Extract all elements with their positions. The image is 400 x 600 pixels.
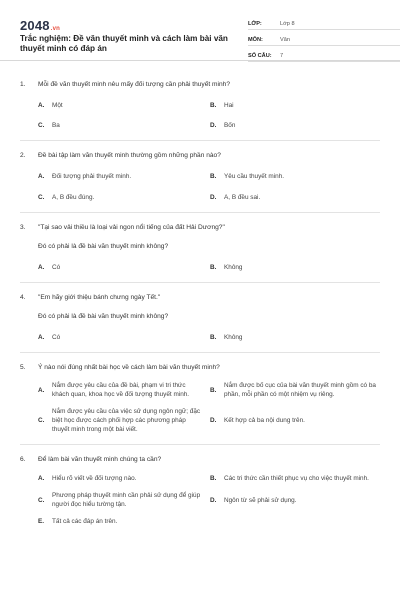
question-line	[20, 455, 380, 464]
option-a[interactable]	[38, 172, 210, 181]
option-letter: A.	[38, 173, 45, 180]
meta-value: Lớp 8	[280, 21, 295, 27]
question-list	[20, 80, 380, 526]
option-text: Tất cả các đáp án trên.	[52, 518, 118, 525]
option-text: Có	[52, 334, 61, 341]
question-number: 5.	[20, 364, 26, 371]
option-text: Hai	[224, 102, 234, 109]
option-a[interactable]	[38, 381, 210, 399]
option-e[interactable]	[38, 517, 210, 526]
header-divider	[0, 60, 400, 61]
logo-suffix: .vn	[50, 26, 61, 32]
option-text: Kết hợp cả ba nội dung trên.	[224, 417, 305, 424]
question-line	[20, 80, 380, 89]
option-b[interactable]	[210, 474, 382, 483]
meta-info	[248, 14, 400, 62]
option-a[interactable]	[38, 101, 210, 110]
option-letter: B.	[210, 475, 217, 482]
option-b[interactable]	[210, 101, 382, 110]
question-5	[20, 363, 380, 434]
option-c[interactable]	[38, 121, 210, 130]
option-text: Không	[224, 264, 243, 271]
question-separator	[20, 212, 380, 213]
option-letter: A.	[38, 334, 45, 341]
option-text: Nắm được bố cục của bài văn thuyết minh gồm có ba phần, mỗi phần có một nhiệm vụ riêng.	[224, 382, 376, 398]
option-letter: E.	[38, 518, 45, 525]
option-letter: A.	[38, 386, 45, 394]
question-line	[20, 363, 380, 372]
question-number: 4.	[20, 294, 26, 301]
option-letter: B.	[210, 264, 217, 271]
question-separator	[20, 282, 380, 283]
option-text: Nắm được yêu cầu của việc sử dụng ngôn ngữ; đặc biệt học được cách phối hợp các phương pháp thuyết minh trong một bài viết.	[52, 408, 201, 433]
document-title: Trắc nghiệm: Đề văn thuyết minh và cách làm bài văn thuyết minh có đáp án	[20, 34, 228, 53]
option-text: A, B đều đúng.	[52, 194, 95, 201]
option-c[interactable]	[38, 491, 210, 509]
option-letter: C.	[38, 122, 45, 129]
option-d[interactable]	[210, 121, 382, 130]
question-4	[20, 293, 380, 342]
question-subtext: Đó có phải là đề bài văn thuyết minh không?	[38, 243, 169, 250]
question-text: "Tại sao vải thiều là loại vải ngon nổi tiếng của đất Hải Dương?"	[38, 224, 225, 231]
option-grid	[20, 381, 380, 434]
option-letter: A.	[38, 102, 45, 109]
question-line	[20, 293, 380, 302]
option-text: A, B đều sai.	[224, 194, 261, 201]
meta-value: 7	[280, 53, 284, 59]
option-d[interactable]	[210, 193, 382, 202]
option-d[interactable]	[210, 491, 382, 509]
option-grid	[20, 172, 380, 202]
option-letter: B.	[210, 386, 217, 394]
question-text: Để làm bài văn thuyết minh chúng ta cần?	[38, 456, 162, 463]
option-text: Không	[224, 334, 243, 341]
question-line	[20, 223, 380, 232]
option-letter: D.	[210, 496, 217, 504]
option-letter: D.	[210, 122, 217, 129]
option-c[interactable]	[38, 407, 210, 434]
question-text: Đề bài tập làm văn thuyết minh thường gồm những phần nào?	[38, 152, 221, 159]
option-text: Phương pháp thuyết minh cần phải sử dụng để giúp người đọc hiểu tường tận.	[52, 492, 201, 508]
option-grid	[20, 263, 380, 272]
option-a[interactable]	[38, 263, 210, 272]
option-letter: D.	[210, 417, 217, 424]
question-separator	[20, 444, 380, 445]
question-number: 2.	[20, 152, 26, 159]
question-number: 3.	[20, 224, 26, 231]
option-c[interactable]	[38, 193, 210, 202]
question-2	[20, 151, 380, 202]
option-letter: A.	[38, 475, 45, 482]
option-d[interactable]	[210, 407, 382, 434]
option-text: Các tri thức cần thiết phục vụ cho việc thuyết minh.	[224, 475, 369, 482]
question-separator	[20, 352, 380, 353]
option-a[interactable]	[38, 333, 210, 342]
option-b[interactable]	[210, 381, 382, 399]
option-letter: D.	[210, 194, 217, 201]
option-letter: C.	[38, 496, 45, 504]
header	[20, 14, 380, 66]
question-1	[20, 80, 380, 130]
question-text: Mỗi đề văn thuyết minh nêu mấy đối tượng cần phải thuyết minh?	[38, 81, 231, 88]
option-letter: A.	[38, 264, 45, 271]
option-text: Yêu cầu thuyết minh.	[224, 173, 285, 180]
meta-value: Văn	[280, 37, 290, 43]
option-b[interactable]	[210, 263, 382, 272]
option-grid	[20, 333, 380, 342]
question-line	[20, 151, 380, 160]
option-text: Bốn	[224, 122, 236, 129]
question-number: 1.	[20, 81, 26, 88]
option-text: Hiểu rõ viết về đối tượng nào.	[52, 475, 137, 482]
option-text: Đối tượng phải thuyết minh.	[52, 173, 132, 180]
site-logo[interactable]	[20, 18, 60, 33]
option-letter: C.	[38, 417, 45, 424]
option-text: Một	[52, 102, 63, 109]
option-b[interactable]	[210, 172, 382, 181]
option-grid	[20, 474, 380, 526]
logo-main: 2048	[20, 18, 50, 33]
question-6	[20, 455, 380, 526]
question-text: "Em hãy giới thiệu bánh chưng ngày Tết."	[38, 294, 161, 301]
question-separator	[20, 140, 380, 141]
question-number: 6.	[20, 456, 26, 463]
meta-label: MÔN:	[248, 37, 263, 43]
meta-row-subject	[248, 30, 400, 46]
option-text: Ngôn từ sẽ phải sử dụng.	[224, 496, 297, 504]
option-b[interactable]	[210, 333, 382, 342]
option-text: Có	[52, 264, 61, 271]
option-letter: B.	[210, 173, 217, 180]
option-a[interactable]	[38, 474, 210, 483]
option-letter: B.	[210, 102, 217, 109]
option-letter: C.	[38, 194, 45, 201]
meta-label: SỐ CÂU:	[248, 53, 272, 59]
meta-row-class	[248, 14, 400, 30]
meta-label: LỚP:	[248, 21, 262, 27]
question-3	[20, 223, 380, 272]
option-text: Ba	[52, 122, 60, 129]
option-letter: B.	[210, 334, 217, 341]
option-grid	[20, 101, 380, 130]
option-text: Nắm được yêu cầu của đề bài, phạm vi tri thức khách quan, khoa học về đối tượng thuyết minh.	[52, 382, 190, 398]
question-subtext: Đó có phải là đề bài văn thuyết minh không?	[38, 313, 169, 320]
question-text: Ý nào nói đúng nhất bài học về cách làm bài văn thuyết minh?	[38, 364, 220, 371]
